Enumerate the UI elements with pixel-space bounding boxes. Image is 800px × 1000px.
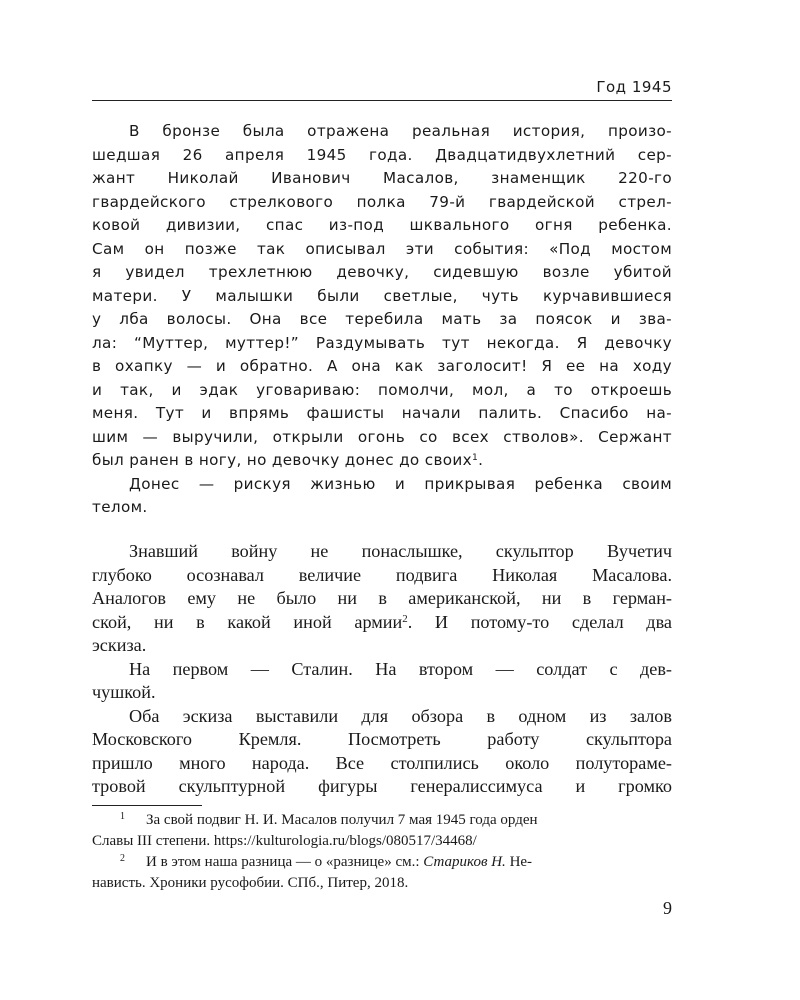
text-line: чушкой. <box>92 682 156 702</box>
text-line: ковой дивизии, спас из-под шквального огня ребенка. <box>92 216 672 234</box>
footnote-text: нависть. Хроники русофобии. СПб., Питер, 2018. <box>92 875 409 891</box>
text-line: ла: “Муттер, муттер!” Раздумывать тут некогда. Я девочку <box>92 333 672 352</box>
running-title: Год 1945 <box>596 78 672 96</box>
footnote-text: За свой подвиг Н. И. Масалов получил 7 мая 1945 года орден <box>146 812 538 828</box>
text-line: я увидел трехлетнюю девочку, сидевшую возле убитой <box>92 263 672 281</box>
text-fragment: . И потому-то сделал два <box>407 611 672 632</box>
text-line: матери. У малышки были светлые, чуть курчавившиеся <box>92 286 672 305</box>
text-line: Знавший войну не понаслышке, скульптор Вучетич <box>129 541 672 561</box>
footnote-text: И в этом наша разница — о «разнице» см.: <box>146 854 424 870</box>
footnote-text: Не- <box>505 854 533 870</box>
text-line: в охапку — и обратно. А она как заголосит! Я ее на ходу <box>92 357 672 375</box>
text-line: шедшая 26 апреля 1945 года. Двадцатидвухлетний сер- <box>92 145 672 164</box>
page-number: 9 <box>663 898 672 918</box>
text-line: Сам он позже так описывал эти события: «Под мостом <box>92 239 672 258</box>
text-fragment: был ранен в ногу, но девочку донес до своих <box>92 451 472 469</box>
text-line: Московского Кремля. Посмотреть работу скульптора <box>92 729 672 749</box>
text-line: Донес — рискуя жизнью и прикрывая ребенка своим <box>129 474 672 493</box>
text-line: эскиза. <box>92 635 147 655</box>
text-line: пришло много народа. Все столпились около полутораме- <box>92 752 672 773</box>
text-line: Оба эскиза выставили для обзора в одном из залов <box>129 705 672 726</box>
text-line: гвардейского стрелкового полка 79-й гвардейской стрел- <box>92 192 672 211</box>
text-line: Аналогов ему не было ни в американской, ни в герман- <box>92 588 672 608</box>
section-serif-text <box>92 540 672 799</box>
section-sans-text <box>92 120 672 520</box>
footnote-2-continued <box>92 873 672 894</box>
footnote-text[interactable]: Славы III степени. https://kulturologia.ru/blogs/080517/34468/ <box>92 833 477 849</box>
footnote-divider <box>92 805 202 806</box>
text-line: и так, и эдак уговариваю: помолчи, мол, а то откроешь <box>92 380 672 399</box>
text-line: телом. <box>92 498 148 516</box>
text-line-with-footnote <box>92 611 672 635</box>
text-line: глубоко осознавал величие подвига Николая Масалова. <box>92 564 672 585</box>
running-head <box>92 74 672 101</box>
footnote-author: Стариков Н. <box>423 854 506 870</box>
text-line: На первом — Сталин. На втором — солдат с дев- <box>129 658 672 679</box>
footnote-1-continued <box>92 831 672 852</box>
footnote-2: 2 И в этом наша разница — о «разнице» см.: Стариков Н. Не- <box>120 853 533 870</box>
text-line: у лба волосы. Она все теребила мать за поясок и зва- <box>92 310 672 328</box>
text-line: шим — выручили, открыли огонь со всех стволов». Сержант <box>92 427 672 446</box>
text-line: тровой скульптурной фигуры генералиссимуса и громко <box>92 776 672 796</box>
text-line: В бронзе была отражена реальная история, произо- <box>129 122 672 140</box>
footnotes <box>92 810 672 894</box>
text-fragment: ской, ни в какой иной армии <box>92 611 403 632</box>
footnote-ref-1[interactable]: 1 <box>471 452 479 463</box>
text-line-with-footnote: был ранен в ногу, но девочку донес до своих$^1$. <box>92 451 484 469</box>
text-line: меня. Тут и впрямь фашисты начали палить. Спасибо на- <box>92 404 672 422</box>
text-line: жант Николай Иванович Масалов, знаменщик 220-го <box>92 169 672 187</box>
footnote-1: 1 За свой подвиг Н. И. Масалов получил 7 мая 1945 года орден <box>120 811 538 828</box>
footnote-ref-2[interactable]: 2 <box>402 612 408 625</box>
